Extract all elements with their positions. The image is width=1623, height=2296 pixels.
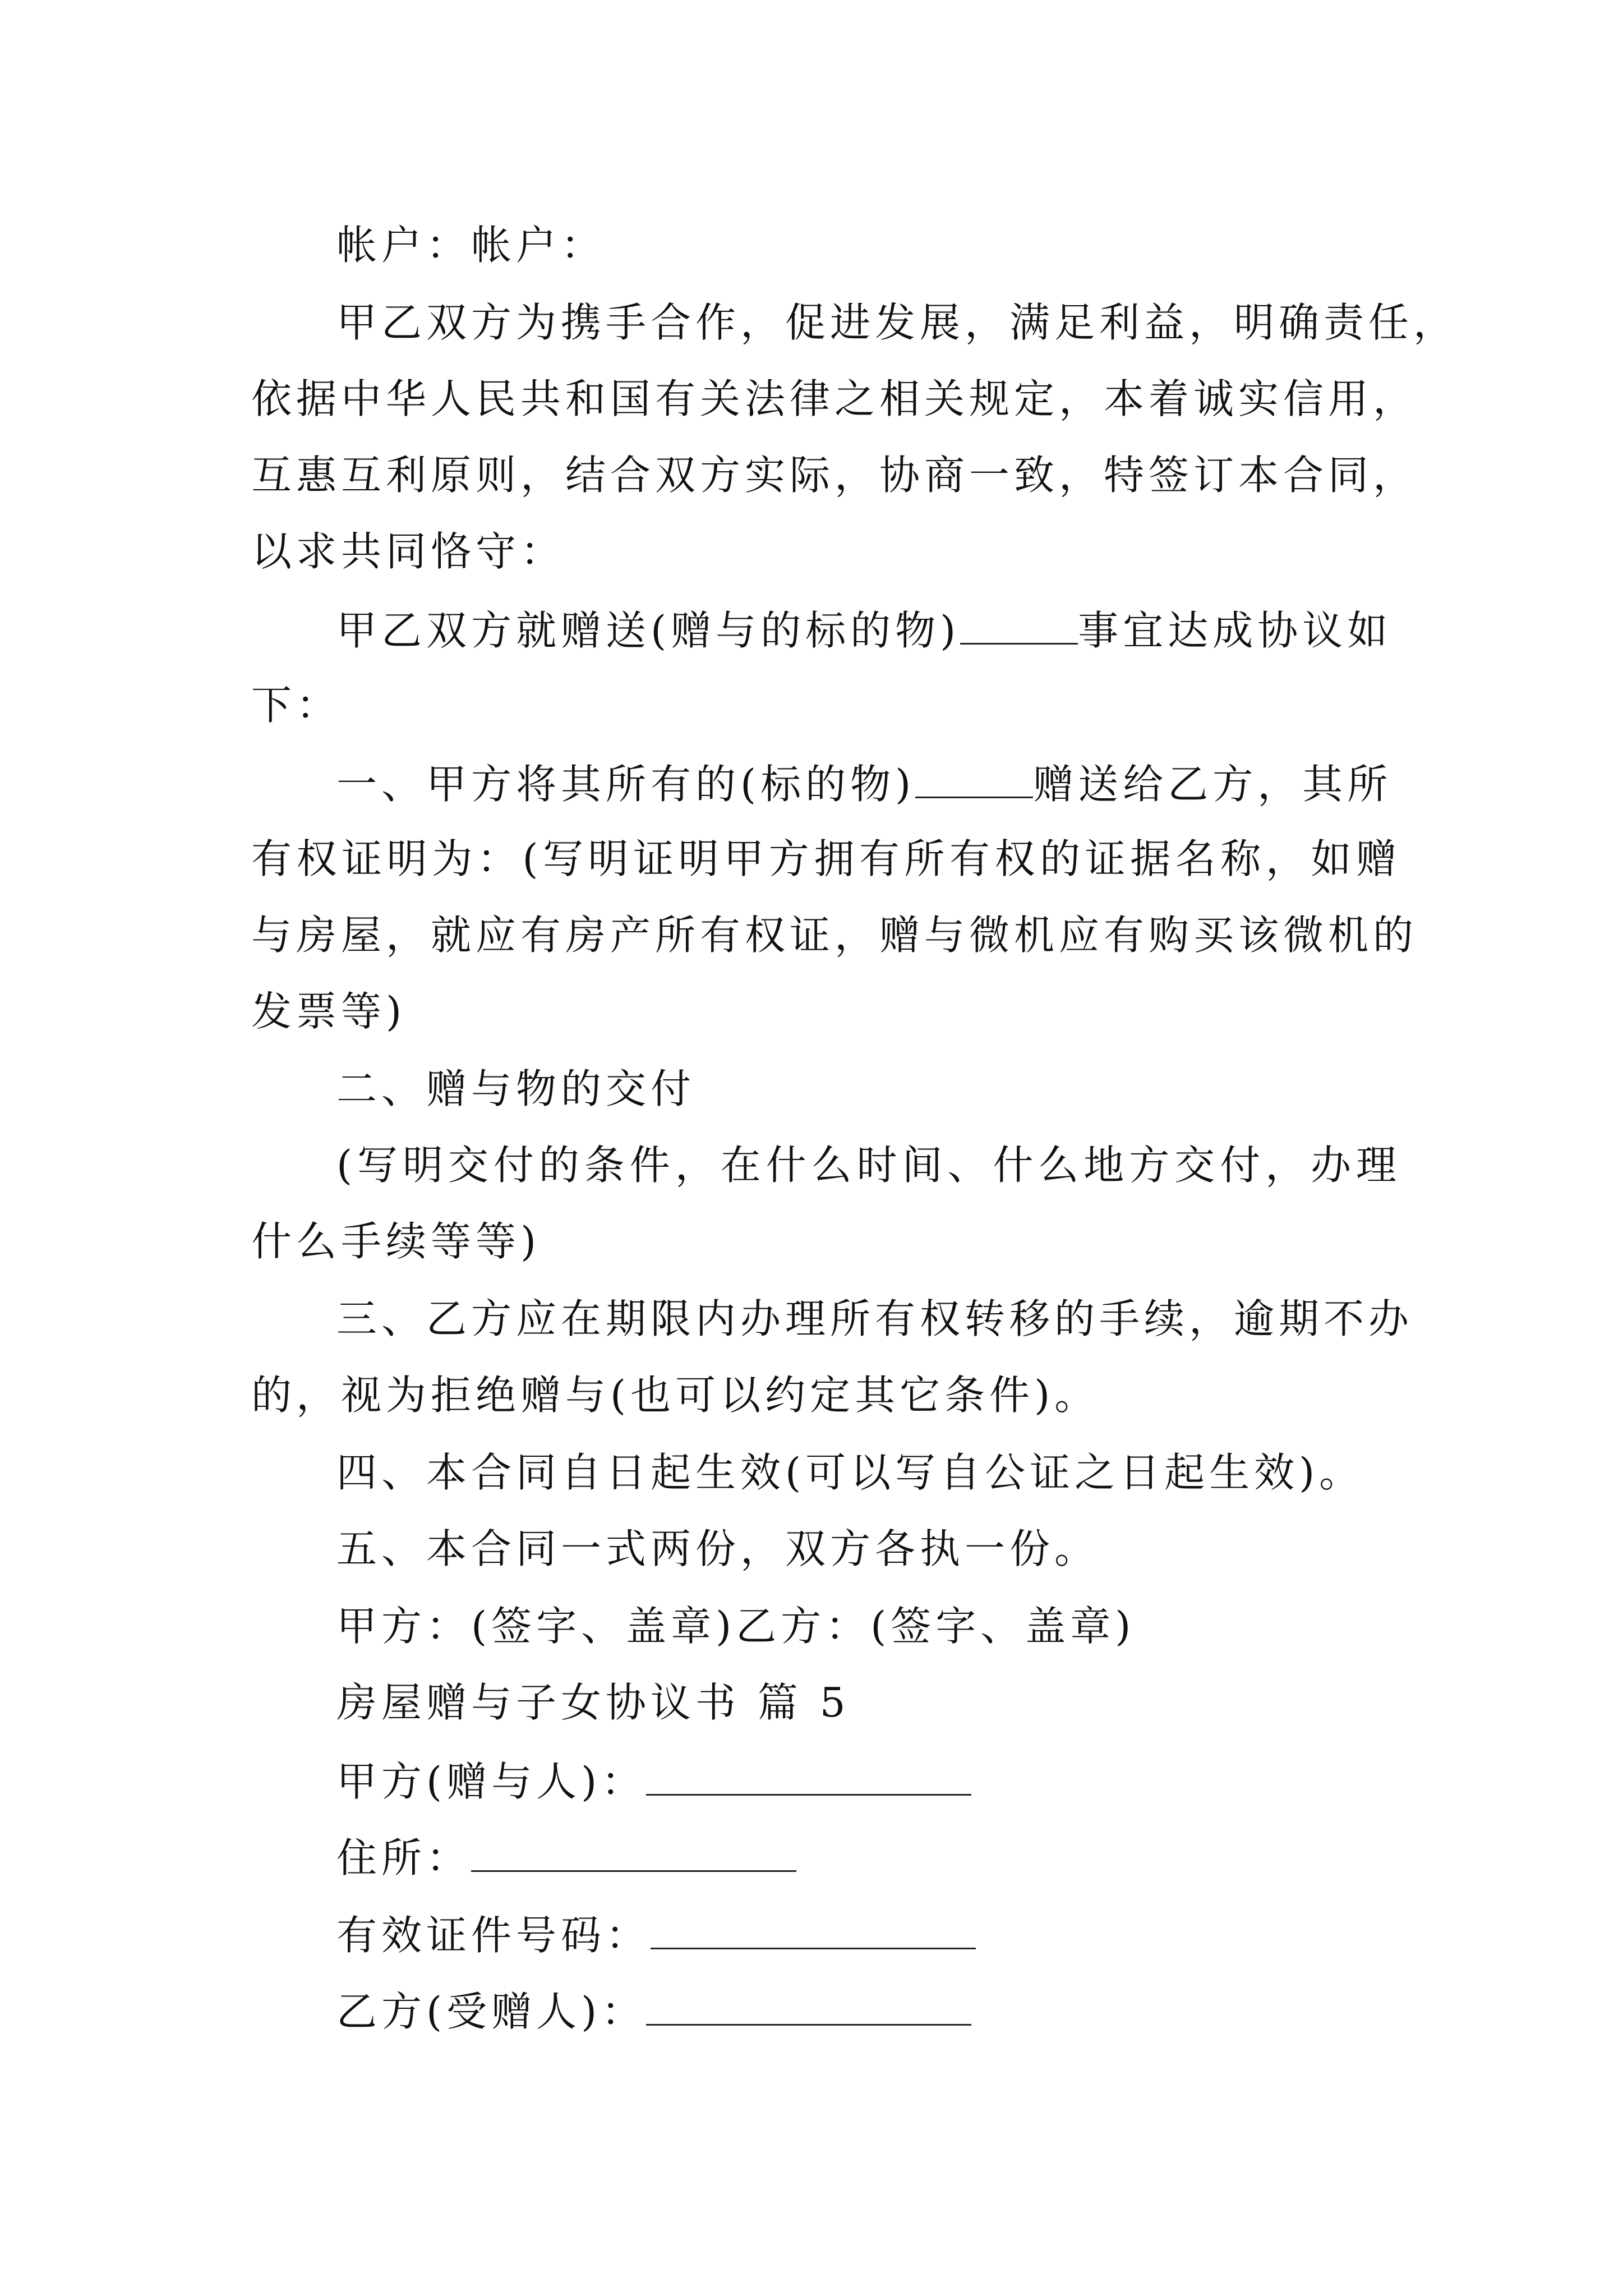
clause-1-line-3 (251, 910, 1418, 960)
section-heading (336, 1677, 1486, 1728)
signature-line (336, 1601, 1486, 1651)
preamble-line-3 (251, 450, 1418, 500)
text: 发票等) (251, 988, 407, 1035)
preamble-line-4 (251, 526, 1401, 577)
field-label: 甲方(赠与人)： (336, 1758, 647, 1805)
id-number-blank (651, 1908, 976, 1949)
clause-1-line-2 (251, 834, 1401, 884)
preamble-line-2 (251, 374, 1418, 424)
text: 四、本合同自日起生效(可以写自公证之日起生效)。 (336, 1449, 1364, 1496)
clause-2-line-1 (336, 1140, 1401, 1190)
text: 二、赠与物的交付 (336, 1065, 696, 1112)
text: 以求共同恪守： (251, 528, 566, 575)
agreement-intro-line-2 (251, 680, 1401, 730)
text: 什么手续等等) (251, 1218, 541, 1265)
text: 甲方：(签字、盖章)乙方：(签字、盖章) (336, 1603, 1136, 1650)
clause-2-heading (336, 1064, 1486, 1114)
donee-blank (646, 1985, 971, 2026)
text: 的，视为拒绝赠与(也可以约定其它条件)。 (251, 1372, 1100, 1419)
field-label: 乙方(受赠人)： (336, 1988, 647, 2035)
text: 依据中华人民共和国有关法律之相关规定，本着诚实信用， (251, 375, 1418, 422)
donor-blank (646, 1755, 971, 1796)
text: 互惠互利原则，结合双方实际，协商一致，特签订本合同， (251, 452, 1418, 499)
account-line (336, 220, 1486, 270)
object-blank (915, 757, 1033, 798)
text: (写明交付的条件，在什么时间、什么地方交付，办理 (336, 1142, 1401, 1189)
clause-1-line-1 (336, 757, 1486, 809)
address-field (336, 1831, 1486, 1883)
clause-1-line-4 (251, 986, 1401, 1037)
text: 一、甲方将其所有的(标的物) (336, 761, 916, 808)
text: 事宜达成协议如 (1078, 607, 1393, 654)
text: 与房屋，就应有房产所有权证，赠与微机应有购买该微机的 (251, 912, 1418, 959)
text: 下： (251, 682, 342, 729)
clause-2-line-2 (251, 1216, 1401, 1267)
text: 帐户：帐户： (336, 222, 606, 269)
text: 三、乙方应在期限内办理所有权转移的手续，逾期不办 (336, 1295, 1414, 1342)
clause-5 (336, 1524, 1486, 1574)
text: 有权证明为：(写明证明甲方拥有所有权的证据名称，如赠 (251, 835, 1401, 882)
field-label: 住所： (336, 1834, 472, 1881)
clause-3-line-1 (336, 1294, 1414, 1344)
field-label: 有效证件号码： (336, 1912, 651, 1959)
clause-3-line-2 (251, 1370, 1401, 1420)
text: 赠送给乙方，其所 (1033, 761, 1393, 808)
address-blank (471, 1831, 796, 1872)
donor-field (336, 1755, 1486, 1807)
id-number-field (336, 1908, 1486, 1961)
agreement-intro-line (336, 604, 1486, 656)
clause-4 (336, 1447, 1486, 1498)
subject-blank (960, 604, 1078, 645)
text: 甲乙双方就赠送(赠与的标的物) (336, 607, 961, 654)
text: 五、本合同一式两份，双方各执一份。 (336, 1525, 1100, 1572)
donee-field (336, 1985, 1486, 2037)
text: 房屋赠与子女协议书 篇 5 (336, 1679, 850, 1726)
preamble-line-1 (336, 297, 1459, 348)
text: 甲乙双方为携手合作，促进发展，满足利益，明确责任， (336, 299, 1459, 346)
